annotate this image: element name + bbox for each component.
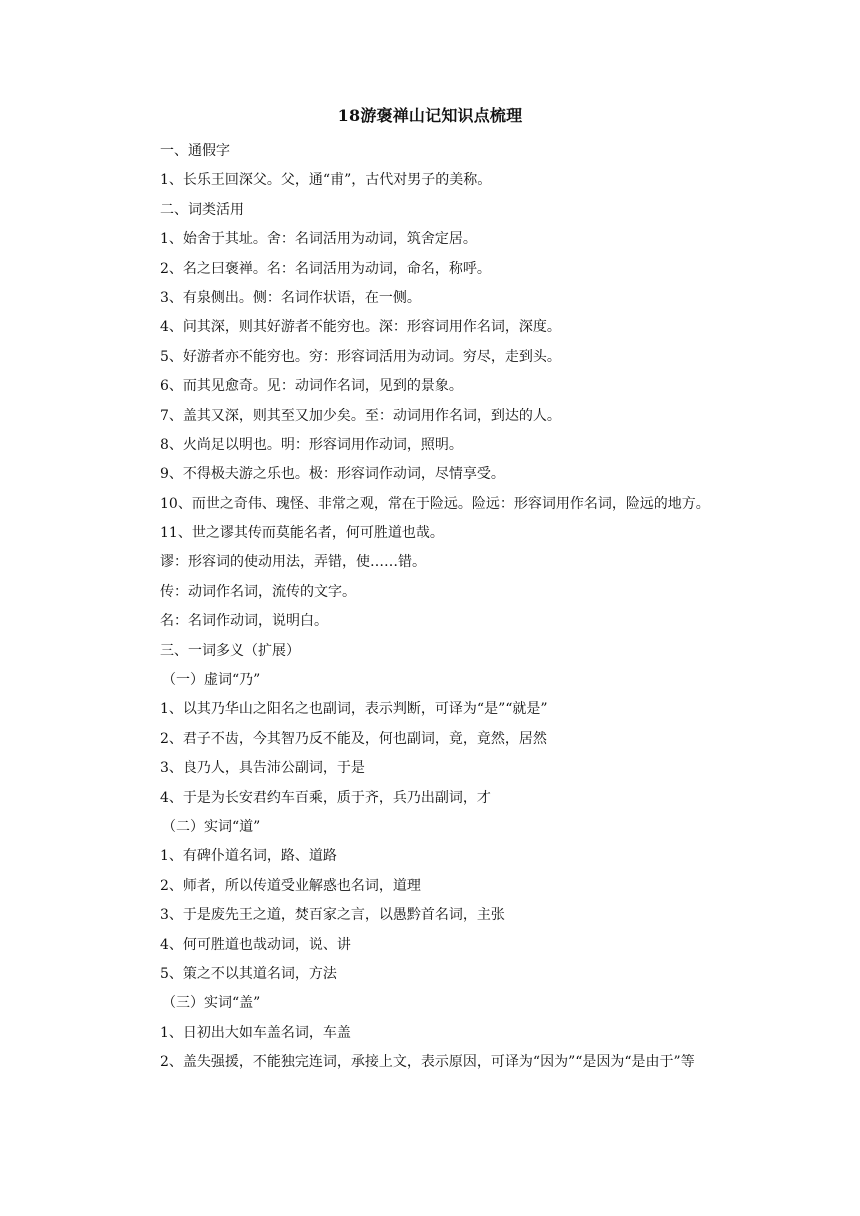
paragraph: 2、名之曰褒禅。名：名词活用为动词，命名，称呼。 [160,260,491,277]
paragraph: 10、而世之奇伟、瑰怪、非常之观，常在于险远。险远：形容词用作名词，险远的地方。 [160,495,710,512]
document-body [118,137,748,1078]
paragraph: 1、长乐王回深父。父，通“甫”，古代对男子的美称。 [160,172,492,189]
paragraph: 2、师者，所以传道受业解惑也名词，道理 [160,877,421,894]
paragraph: 3、有泉侧出。侧：名词作状语，在一侧。 [160,289,421,306]
paragraph: 3、于是废先王之道，焚百家之言，以愚黔首名词，主张 [160,907,505,924]
section-heading-tongjiazi: 一、通假字 [160,143,230,159]
paragraph: 5、好游者亦不能穷也。穷：形容词活用为动词。穷尽，走到头。 [160,348,561,365]
paragraph: 11、世之谬其传而莫能名者，何可胜道也哉。 [160,525,444,542]
section-heading-cilei: 二、词类活用 [160,201,244,218]
paragraph: 名：名词作动词，说明白。 [160,613,328,630]
subsection-heading-dao: （二）实词“道” [162,818,261,835]
subsection-heading-gai: （三）实词“盖” [162,995,261,1012]
paragraph: 1、始舍于其址。舍：名词活用为动词，筑舍定居。 [160,231,477,248]
document-title: 18游褒禅山记知识点梳理 [337,106,523,125]
paragraph: 4、问其深，则其好游者不能穷也。深：形容词用作名词，深度。 [160,319,561,336]
paragraph: 9、不得极夫游之乐也。极：形容词作动词，尽情享受。 [160,466,505,483]
paragraph: 1、以其乃华山之阳名之也副词，表示判断，可译为“是”“就是” [160,701,548,718]
paragraph: 4、于是为长安君约车百乘，质于齐，兵乃出副词，才 [160,789,491,806]
section-heading-yiciduoyi: 三、一词多义（扩展） [160,642,300,659]
paragraph: 4、何可胜道也哉动词，说、讲 [160,936,351,953]
paragraph: 6、而其见愈奇。见：动词作名词，见到的景象。 [160,378,463,395]
paragraph: 1、日初出大如车盖名词，车盖 [160,1024,351,1041]
paragraph: 谬：形容词的使动用法，弄错，使……错。 [160,554,426,571]
paragraph: 1、有碑仆道名词，路、道路 [160,848,337,865]
paragraph: 7、盖其又深，则其至又加少矣。至：动词用作名词，到达的人。 [160,407,561,424]
paragraph: 8、火尚足以明也。明：形容词用作动词，照明。 [160,436,463,453]
paragraph: 5、策之不以其道名词，方法 [160,965,337,982]
paragraph: 传：动词作名词，流传的文字。 [160,583,356,600]
subsection-heading-nai: （一）虚词“乃” [162,672,261,689]
paragraph: 2、盖失强援，不能独完连词，承接上文，表示原因，可译为“因为”“是因为“是由于”等 [160,1054,695,1071]
paragraph: 3、良乃人，具告沛公副词，于是 [160,760,365,777]
paragraph: 2、君子不齿，今其智乃反不能及，何也副词，竟，竟然，居然 [160,730,547,747]
